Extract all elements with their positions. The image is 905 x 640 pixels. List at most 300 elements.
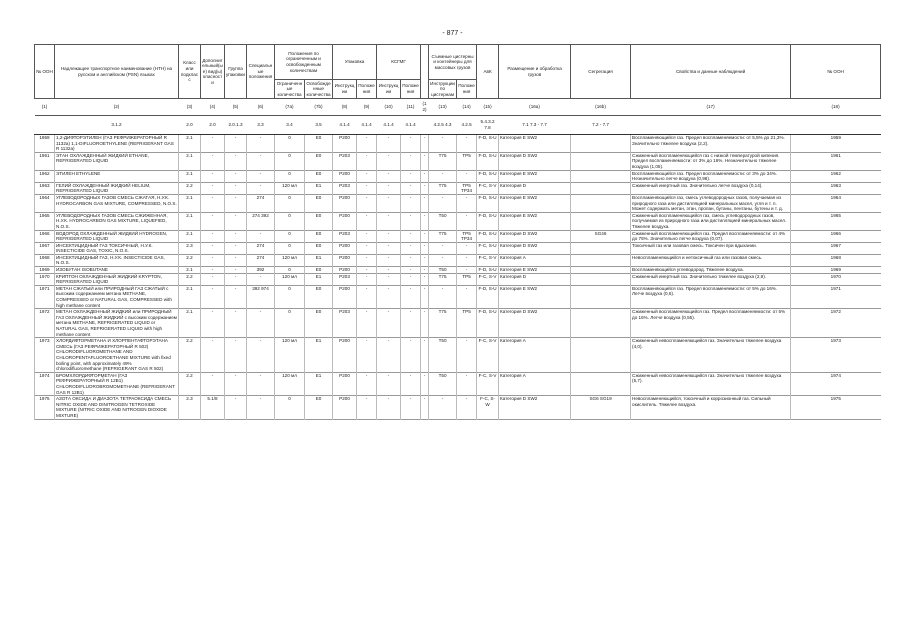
column-code: 4.2.5	[457, 116, 477, 135]
cell-packing-provision: -	[357, 338, 377, 373]
cell-shipping-name: ЭТАН ОХЛАЖДЕННЫЙ ЖИДКИЙ ETHANE, REFRIGERATED LIQUID	[55, 152, 179, 170]
cell-ems: F-D, S-U	[478, 267, 497, 273]
column-code: 4.1.4	[401, 116, 421, 135]
cell-ibc-provision: -	[401, 194, 421, 212]
cell-ems: F-D, S-U	[477, 309, 499, 338]
cell-blank: -	[421, 285, 429, 308]
cell-subsidiary-hazard: -	[201, 309, 225, 338]
cell-packing-provision: -	[357, 212, 377, 230]
cell-un-number-right: 1975	[791, 396, 881, 419]
cell-special-provisions: -	[247, 396, 275, 419]
cell-class: 2.1	[179, 230, 201, 242]
table-row	[35, 152, 881, 170]
cell-segregation	[571, 372, 631, 395]
cell-tank-instruction: -	[429, 242, 457, 254]
column-numbers-row	[35, 99, 881, 116]
cell-ibc-provision: -	[401, 242, 421, 254]
cell-special-provisions: 274	[247, 242, 275, 254]
cell-shipping-name: УГЛЕВОДОРОДНЫХ ГАЗОВ СМЕСЬ СЖИЖЕННАЯ, Н.У.К. HYDROCARBON GAS MIXTURE, LIQUEFIED, N.O.S.	[55, 212, 179, 230]
column-code: 3.5	[305, 116, 333, 135]
cell-excepted-quantity: E0	[305, 212, 333, 230]
cell-limited-quantity: 120 мл	[275, 254, 305, 266]
cell-properties: Сжиженный невоспламеняющийся газ. Значительно тяжелее воздуха (5,7).	[631, 372, 791, 395]
cell-blank: -	[421, 267, 429, 274]
cell-ibc-instruction: -	[377, 242, 401, 254]
cell-packing-instruction: P200	[333, 212, 357, 230]
cell-segregation	[571, 309, 631, 338]
cell-ems: F-C, S-U	[477, 242, 499, 254]
header-packing-provisions: Положения	[357, 80, 377, 99]
cell-ibc-instruction: -	[377, 135, 401, 153]
header-stowage: Размещение и обработка грузов	[499, 45, 571, 99]
cell-un-number: 1971	[35, 285, 55, 308]
header-shipping-name: Надлежащее транспортное наименование (НТН) на русском и английском (PSN) языках	[55, 45, 179, 99]
cell-packing-group: -	[225, 396, 247, 419]
cell-stowage: Категория Е SW2	[499, 194, 571, 212]
cell-ems: F-D, S-U	[477, 135, 499, 153]
cell-ibc-instruction: -	[377, 273, 401, 285]
column-number: (2)	[55, 99, 179, 116]
cell-segregation	[571, 212, 631, 230]
cell-class: 2.2	[179, 254, 201, 266]
cell-properties: Сжиженный инертный газ. Значительно тяжелее воздуха (2,9).	[631, 273, 791, 285]
cell-un-number: 1970	[35, 273, 55, 285]
cell-class: 2.1	[179, 267, 201, 274]
column-code: 4.1.4	[357, 116, 377, 135]
cell-shipping-name: ИНСЕКТИЦИДНЫЙ ГАЗ, Н.У.К. INSECTICIDE GAS, N.O.S.	[55, 254, 179, 266]
cell-packing-group: -	[225, 152, 247, 170]
column-number: (1)	[35, 99, 55, 116]
dangerous-goods-table	[34, 44, 881, 420]
cell-packing-group: -	[225, 182, 247, 194]
cell-ems: F-C, S-V	[477, 372, 499, 395]
cell-packing-provision: -	[357, 309, 377, 338]
column-number: (3)	[179, 99, 201, 116]
cell-stowage: Категория А	[499, 372, 571, 395]
cell-packing-instruction: P200	[333, 372, 357, 395]
cell-ibc-instruction: -	[377, 285, 401, 308]
cell-tank-provision: -	[457, 372, 477, 395]
cell-ibc-provision: -	[401, 212, 421, 230]
cell-ibc-provision: -	[401, 170, 421, 182]
cell-ibc-provision: -	[401, 182, 421, 194]
cell-packing-instruction: P203	[333, 309, 357, 338]
cell-segregation	[571, 273, 631, 285]
cell-class: 2.1	[179, 285, 201, 308]
cell-properties: Сжиженный невоспламеняющийся газ. Значительно тяжелее воздуха (4,0).	[631, 338, 791, 373]
cell-shipping-name: МЕТАН ОХЛАЖДЕННЫЙ ЖИДКИЙ или ПРИРОДНЫЙ ГАЗ ОХЛАЖДЕННЫЙ ЖИДКИЙ с высоким содержанием метана METHANE, REFRIGERATED LIQUID or NATURAL GAS, REFRIGERATED LIQUID with high methane content	[56, 309, 177, 337]
cell-un-number: 1962	[35, 170, 55, 182]
table-row	[35, 267, 881, 274]
cell-special-provisions: 274	[247, 194, 275, 212]
cell-packing-group: -	[225, 230, 247, 242]
header-class: Класс или подкласс	[179, 45, 201, 99]
table-header	[35, 45, 881, 135]
cell-blank: -	[421, 194, 429, 212]
cell-un-number-right: 1967	[791, 242, 881, 254]
cell-excepted-quantity: E1	[305, 273, 333, 285]
cell-shipping-name: МЕТАН СЖАТЫЙ или ПРИРОДНЫЙ ГАЗ СЖАТЫЙ с высоким содержанием метана METHANE, COMPRESSED or NATURAL GAS, COMPRESSED with high methane content	[55, 285, 179, 308]
cell-properties: Воспламеняющийся газ, смесь углеводородных газов, получаемая из природного газа или дистилляцией минеральных масел, угля и т. п. Может содержать метан, этан, пропан, бутаны, пентаны, бутены и т. д.	[631, 194, 791, 212]
cell-ibc-instruction: -	[377, 396, 401, 419]
cell-stowage: Категория Е SW2	[499, 135, 571, 153]
cell-segregation	[571, 338, 631, 373]
cell-tank-provision: -	[457, 242, 477, 254]
cell-packing-group: -	[225, 338, 247, 373]
cell-properties: Воспламеняющийся газ. Предел воспламеняемости: от 5% до 16%. Легче воздуха (0,6).	[631, 285, 791, 308]
table-row	[35, 135, 881, 153]
cell-un-number-right: 1961	[791, 152, 881, 170]
cell-shipping-name: ГЕЛИЙ ОХЛАЖДЕННЫЙ ЖИДКИЙ HELIUM, REFRIGERATED LIQUID	[55, 182, 179, 194]
cell-stowage: Категория D SW2	[499, 230, 571, 242]
header-tanks: Съемные цистерны и контейнеры для массовых грузов	[429, 45, 477, 80]
cell-ibc-provision: -	[401, 254, 421, 266]
cell-un-number: 1966	[35, 230, 55, 242]
cell-un-number: 1969	[35, 267, 55, 274]
cell-properties: Воспламеняющийся газ. Предел воспламеняемости: от 3% до 34%. Незначительно легче воздуха (0,98).	[631, 170, 791, 182]
cell-properties: Токсичный газ или газовая смесь. Токсичен при вдыхании.	[631, 242, 791, 254]
cell-packing-provision: -	[357, 267, 377, 274]
cell-shipping-name: АЗОТА ОКСИДА И ДИАЗОТА ТЕТРАОКСИДА СМЕСЬ NITRIC OXIDE AND DINITROGEN TETROXIDE MIXTURE (NITRIC OXIDE AND NITROGEN DIOXIDE MIXTURE)	[55, 396, 179, 419]
cell-un-number-right: 1973	[791, 338, 881, 373]
cell-un-number-right: 1972	[791, 309, 881, 338]
cell-tank-provision: TP5 TP34	[457, 182, 477, 194]
column-code: 3.4	[275, 116, 305, 135]
cell-shipping-name: КРИПТОН ОХЛАЖДЕННЫЙ ЖИДКИЙ KRYPTON, REFRIGERATED LIQUID	[55, 273, 179, 285]
header-packing-group: Группа упаковки	[225, 45, 247, 99]
header-properties: Свойства и данные наблюдений	[631, 45, 791, 99]
cell-packing-group: -	[225, 194, 247, 212]
cell-class: 2.1	[179, 194, 201, 212]
cell-packing-instruction: P203	[333, 273, 357, 285]
table-row	[35, 230, 881, 242]
cell-limited-quantity: 0	[275, 212, 305, 230]
cell-limited-quantity: 0	[275, 242, 305, 254]
cell-un-number-right: 1970	[791, 273, 881, 285]
cell-ibc-provision: -	[401, 230, 421, 242]
cell-stowage: Категория Е SW2	[499, 212, 571, 230]
cell-excepted-quantity: E1	[305, 254, 333, 266]
cell-ibc-instruction: -	[377, 212, 401, 230]
cell-stowage: Категория D SW2	[499, 242, 571, 254]
cell-stowage: Категория Е SW2	[499, 267, 571, 274]
cell-excepted-quantity: E1	[305, 372, 333, 395]
cell-subsidiary-hazard: -	[201, 230, 225, 242]
cell-tank-provision: -	[457, 170, 477, 182]
column-number: (17)	[631, 99, 791, 116]
cell-segregation	[571, 194, 631, 212]
cell-properties: Сжиженный воспламеняющийся газ, смесь углеводородных газов, получаемая из природного газа или дистилляцией минеральных масел. Тяжелее воздуха.	[631, 212, 791, 230]
cell-limited-quantity: 0	[275, 285, 305, 308]
cell-shipping-name: 1,2-ДИФТОРЭТИЛЕН (ГАЗ РЕФРИЖЕРАТОРНЫЙ R 1132a) 1,1-DIFLUOROETHYLENE (REFRIGERANT GAS R 1132a)	[55, 135, 179, 153]
cell-ems: F-D, S-U	[477, 152, 499, 170]
cell-segregation: SG6 SG19	[571, 396, 631, 419]
cell-special-provisions: 392	[247, 267, 275, 274]
column-number: (5)	[225, 99, 247, 116]
cell-packing-instruction: P200	[333, 170, 357, 182]
cell-tank-provision: TP5	[457, 152, 477, 170]
cell-tank-instruction: -	[429, 135, 457, 153]
cell-packing-instruction: P200	[333, 242, 357, 254]
cell-class: 2.1	[179, 170, 201, 182]
cell-ibc-instruction: -	[377, 372, 401, 395]
cell-class: 2.2	[179, 182, 201, 194]
cell-un-number: 1965	[35, 212, 55, 230]
header-tank-provisions: Положения	[457, 80, 477, 99]
header-un-number: № ООН	[35, 45, 55, 99]
cell-un-number: 1975	[35, 396, 55, 419]
cell-class: 2.2	[179, 372, 201, 395]
cell-special-provisions: 274 392	[247, 212, 275, 230]
cell-un-number: 1972	[35, 309, 55, 338]
cell-subsidiary-hazard: -	[201, 182, 225, 194]
header-packing-instructions: Инструкции	[333, 80, 357, 99]
cell-special-provisions: -	[247, 135, 275, 153]
cell-packing-group: -	[225, 242, 247, 254]
cell-packing-group: -	[225, 372, 247, 395]
header-limited-excepted: Положения по ограниченным и освобожденным количествам	[275, 45, 333, 80]
cell-tank-instruction: T50	[429, 212, 457, 230]
cell-ems: F-D, S-U	[477, 194, 499, 212]
cell-excepted-quantity: E0	[305, 267, 333, 274]
cell-packing-instruction: P200	[333, 254, 357, 266]
header-ibc-instructions: Инструкции	[377, 80, 401, 99]
cell-un-number: 1961	[35, 152, 55, 170]
cell-limited-quantity: 0	[275, 135, 305, 153]
cell-ibc-provision: -	[401, 338, 421, 373]
table-row	[35, 338, 881, 373]
cell-tank-instruction: -	[429, 285, 457, 308]
cell-stowage: Категория А	[499, 254, 571, 266]
table-row	[35, 170, 881, 182]
cell-un-number-right: 1965	[791, 212, 881, 230]
cell-un-number-right: 1962	[791, 170, 881, 182]
cell-limited-quantity: 0	[275, 396, 305, 419]
cell-limited-quantity: 120 мл	[275, 338, 305, 373]
table-row	[35, 212, 881, 230]
cell-blank: -	[421, 309, 429, 338]
table-row	[35, 285, 881, 308]
cell-packing-provision: -	[357, 135, 377, 153]
cell-blank: -	[421, 212, 429, 230]
cell-blank: -	[421, 254, 429, 266]
cell-properties: Воспламеняющийся газ. Предел воспламеняемости: от 5,5% до 21,3%. Значительно тяжелее воздуха (2,2).	[631, 135, 791, 153]
cell-ems: F-C, S-V	[477, 338, 499, 373]
cell-excepted-quantity: E1	[305, 182, 333, 194]
table-row	[35, 182, 881, 194]
cell-ibc-provision: -	[401, 309, 421, 338]
cell-class: 2.1	[179, 152, 201, 170]
cell-un-number-right: 1964	[791, 194, 881, 212]
cell-ems: F-C, S-W	[477, 396, 499, 419]
cell-subsidiary-hazard: -	[201, 152, 225, 170]
cell-tank-provision: TP5	[457, 309, 477, 338]
cell-packing-instruction: P203	[333, 230, 357, 242]
cell-packing-provision: -	[357, 152, 377, 170]
cell-special-provisions: -	[247, 372, 275, 395]
header-ibc: КСГМГ	[377, 45, 421, 80]
cell-subsidiary-hazard: -	[201, 285, 225, 308]
column-code: 2.0	[201, 116, 225, 135]
cell-ibc-provision: -	[401, 135, 421, 153]
cell-properties: Сжиженный инертный газ. Значительно легче воздуха (0,14).	[631, 182, 791, 194]
cell-segregation	[571, 135, 631, 153]
cell-blank: -	[421, 396, 429, 419]
column-code	[421, 116, 429, 135]
cell-excepted-quantity: E1	[305, 338, 333, 373]
cell-packing-instruction: P200	[333, 267, 357, 274]
cell-class: 2.3	[179, 242, 201, 254]
cell-ems: F-C, S-V	[477, 273, 499, 285]
cell-shipping-name: БРОМХЛОРДИФТОРМЕТАН (ГАЗ РЕФРИЖЕРАТОРНЫЙ R 12B1) CHLORODIFLUOROBROMOMETHANE (REFRIGERANT GAS R 12B1)	[55, 372, 179, 395]
cell-subsidiary-hazard: -	[201, 194, 225, 212]
cell-tank-provision: -	[457, 267, 477, 274]
cell-shipping-name: УГЛЕВОДОРОДНЫХ ГАЗОВ СМЕСЬ СЖАТАЯ, Н.У.К. HYDROCARBON GAS MIXTURE, COMPRESSED, N.O.S.	[55, 194, 179, 212]
cell-un-number-right: 1974	[791, 372, 881, 395]
cell-packing-provision: -	[357, 254, 377, 266]
cell-packing-provision: -	[357, 170, 377, 182]
cell-tank-provision: TP5	[457, 273, 477, 285]
cell-ems: F-D, S-U	[477, 170, 499, 182]
cell-limited-quantity: 0	[275, 230, 305, 242]
cell-packing-group: -	[225, 212, 247, 230]
cell-class: 2.1	[179, 212, 201, 230]
cell-properties: Воспламеняющийся углеводород. Тяжелее воздуха.	[631, 267, 791, 274]
column-code	[35, 116, 55, 135]
cell-stowage: Категория D	[499, 273, 571, 285]
column-code	[791, 116, 881, 135]
cell-tank-instruction: -	[429, 254, 457, 266]
cell-un-number: 1967	[35, 242, 55, 254]
cell-tank-instruction: T50	[429, 372, 457, 395]
cell-packing-instruction: P203	[333, 182, 357, 194]
cell-limited-quantity: 0	[275, 170, 305, 182]
cell-packing-provision: -	[357, 194, 377, 212]
cell-tank-provision: -	[457, 212, 477, 230]
cell-packing-instruction: P203	[333, 152, 357, 170]
cell-tank-instruction: T50	[429, 338, 457, 373]
header-blank	[421, 45, 429, 99]
cell-limited-quantity: 0	[275, 152, 305, 170]
cell-limited-quantity: 0	[275, 309, 305, 338]
cell-ems: F-C, S-V	[477, 182, 499, 194]
cell-special-provisions: -	[247, 152, 275, 170]
cell-subsidiary-hazard: -	[201, 372, 225, 395]
header-ibc-provisions: Положения	[401, 80, 421, 99]
column-code: 7.1 7.3 - 7.7	[499, 116, 571, 135]
cell-un-number: 1968	[35, 254, 55, 266]
table-row	[35, 372, 881, 395]
column-number: (4)	[201, 99, 225, 116]
cell-special-provisions: -	[247, 338, 275, 373]
cell-packing-group: -	[225, 267, 247, 274]
cell-tank-instruction: T75	[429, 309, 457, 338]
cell-tank-provision: -	[457, 254, 477, 266]
cell-stowage: Категория D	[499, 182, 571, 194]
cell-un-number: 1963	[35, 182, 55, 194]
cell-blank: -	[421, 338, 429, 373]
cell-subsidiary-hazard: -	[201, 242, 225, 254]
cell-ems: F-D, S-U	[477, 212, 499, 230]
column-code: 5.4.3.2 7.8	[477, 116, 499, 135]
cell-ibc-instruction: -	[377, 152, 401, 170]
cell-un-number-right: 1969	[791, 267, 881, 274]
header-tank-instructions: Инструкции по цистернам	[430, 80, 455, 97]
cell-un-number-right: 1971	[791, 285, 881, 308]
cell-un-number-right: 1968	[791, 254, 881, 266]
cell-properties: Невоспламеняющийся и нетоксичный газ или газовая смесь.	[631, 254, 791, 266]
column-number: (10)	[377, 99, 401, 116]
cell-shipping-name: ЭТИЛЕН ETHYLENE	[55, 170, 179, 182]
cell-blank: -	[421, 135, 429, 153]
cell-excepted-quantity: E0	[305, 135, 333, 153]
column-number: (9)	[357, 99, 377, 116]
cell-ibc-instruction: -	[377, 267, 401, 274]
cell-packing-instruction: P200	[333, 285, 357, 308]
column-number: (12)	[421, 99, 429, 116]
cell-special-provisions: -	[247, 182, 275, 194]
column-number: (13)	[429, 99, 457, 116]
cell-ibc-provision: -	[401, 152, 421, 170]
cell-blank: -	[421, 182, 429, 194]
column-code: 3.1.2	[55, 116, 179, 135]
cell-segregation	[571, 170, 631, 182]
cell-ems: F-D, S-U	[477, 285, 499, 308]
cell-packing-instruction: P200	[333, 396, 357, 419]
table-row	[35, 309, 881, 338]
header-ems: АвК	[477, 45, 499, 99]
cell-ibc-instruction: -	[377, 338, 401, 373]
column-number: (18)	[791, 99, 881, 116]
cell-packing-instruction: P200	[333, 338, 357, 373]
cell-shipping-name: ХЛОРДИФТОРМЕТАНА И ХЛОРПЕНТАФТОРЭТАНА СМЕСЬ (ГАЗ РЕФРИЖЕРАТОРНЫЙ R 502) CHLORODIFLUOROMETHANE AND CHLOROPENTAFLUOROETHANE MIXTURE with fixed boiling point, with approximately 49% chlorodifluoromethane (REFRIGERANT GAS R 502)	[55, 338, 179, 373]
cell-tank-provision: -	[457, 285, 477, 308]
header-excepted: Освобожденные количества	[306, 80, 331, 97]
cell-class: 2.1	[179, 309, 201, 338]
cell-ibc-provision: -	[401, 273, 421, 285]
cell-properties: Сжиженный воспламеняющийся газ с низкой температурой кипения. Предел воспламеняемости: от 3% до 16%. Незначительно тяжелее воздуха (1,05).	[631, 152, 791, 170]
table-row	[35, 254, 881, 266]
cell-packing-provision: -	[357, 182, 377, 194]
cell-limited-quantity: 120 мл	[275, 182, 305, 194]
column-number: (16b)	[571, 99, 631, 116]
cell-properties: Сжиженный воспламеняющийся газ. Предел воспламеняемости: от 4% до 75%. Значительно легче воздуха (0,07).	[631, 230, 791, 242]
cell-stowage: Категория Е SW2	[499, 285, 571, 308]
cell-special-provisions: -	[247, 230, 275, 242]
cell-ibc-provision: -	[401, 285, 421, 308]
column-number: (6)	[247, 99, 275, 116]
cell-tank-provision: TP5 TP34	[457, 230, 477, 242]
cell-segregation	[571, 254, 631, 266]
cell-excepted-quantity: E0	[305, 242, 333, 254]
table-row	[35, 242, 881, 254]
header-packing: Упаковка	[333, 45, 377, 80]
cell-subsidiary-hazard: -	[201, 273, 225, 285]
cell-packing-provision: -	[357, 396, 377, 419]
cell-excepted-quantity: E0	[305, 309, 333, 338]
cell-class: 2.2	[179, 338, 201, 373]
column-code: 7.2 - 7.7	[571, 116, 631, 135]
cell-limited-quantity: 0	[275, 194, 305, 212]
table-row	[35, 194, 881, 212]
cell-blank: -	[421, 152, 429, 170]
cell-ibc-instruction: -	[377, 309, 401, 338]
cell-packing-provision: -	[357, 372, 377, 395]
cell-stowage: Категория D SW2	[499, 309, 571, 338]
cell-segregation	[571, 267, 631, 274]
cell-properties: Сжиженный воспламеняющийся газ. Предел воспламеняемости: от 5% до 16%. Легче воздуха (0,55).	[631, 309, 791, 338]
column-number: (8)	[333, 99, 357, 116]
